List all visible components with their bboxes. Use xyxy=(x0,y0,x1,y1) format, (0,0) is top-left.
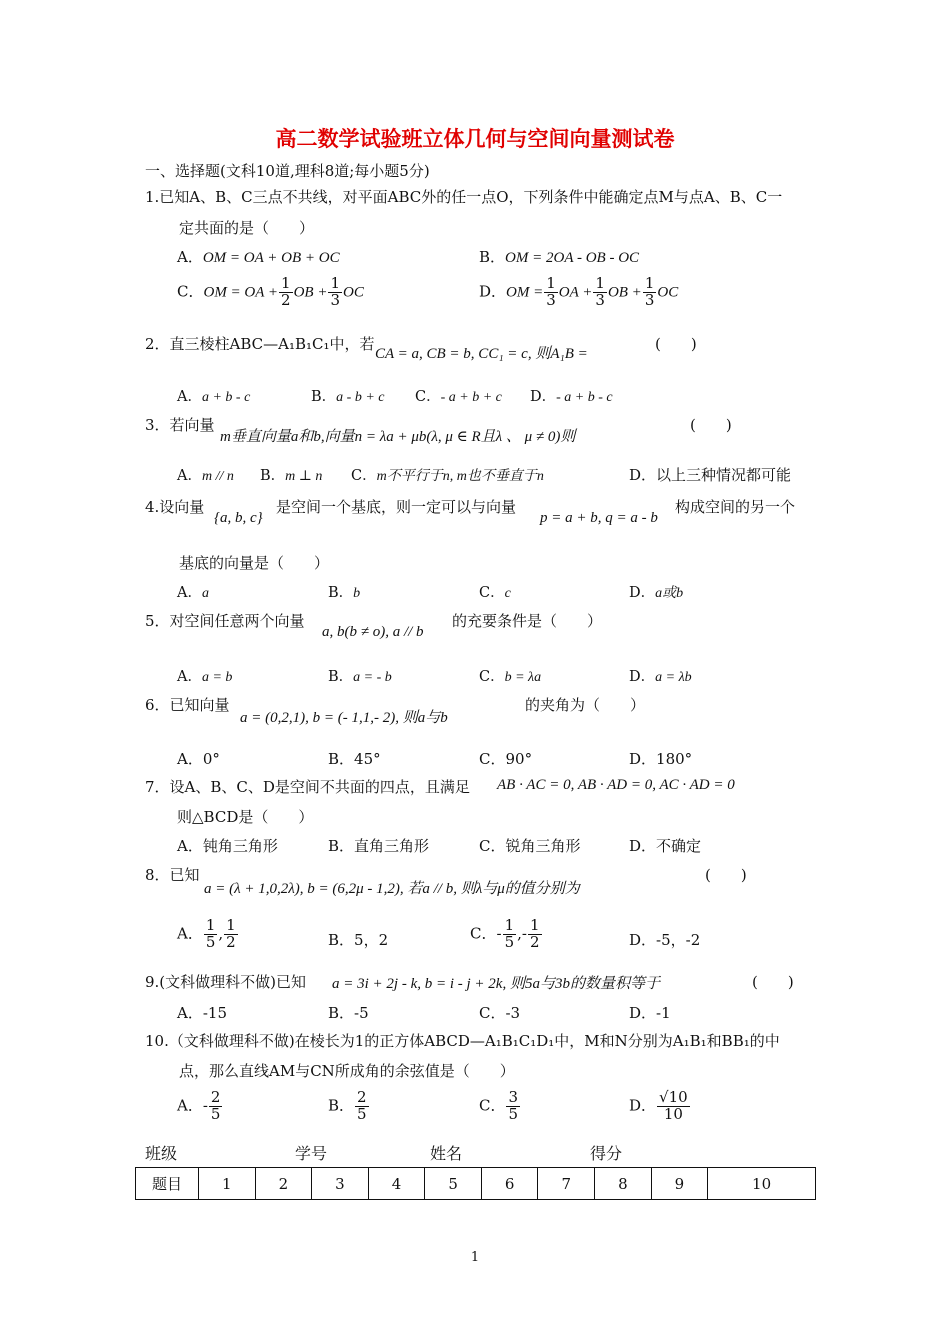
question-10-line2: 点，那么直线AM与CN所成角的余弦值是（ ） xyxy=(179,1062,515,1080)
name-label: 姓名 xyxy=(430,1144,463,1163)
question-2: 2．直三棱柱ABC—A₁B₁C₁中，若 xyxy=(145,335,375,353)
q8-option-a: A． $\frac{1}{5}$ , $\frac{1}{2}$ xyxy=(177,916,236,951)
q10-option-c: C． $\frac{3}{5}$ xyxy=(479,1088,519,1123)
q6-option-a: A．0° xyxy=(177,750,220,768)
q7-option-c: C．锐角三角形 xyxy=(479,837,581,855)
question-5-math: a, b(b ≠ o), a // b xyxy=(322,624,424,640)
q2-option-a: A．a + b - c xyxy=(177,389,251,405)
q9-option-c: C．-3 xyxy=(479,1004,521,1022)
question-4-text2: 是空间一个基底，则一定可以与向量 xyxy=(276,498,517,516)
q6-option-c: C．90° xyxy=(479,750,533,768)
q3-option-d: D．以上三种情况都可能 xyxy=(629,466,792,484)
q3-option-a: A．m // n xyxy=(177,468,234,484)
q3-option-c: C．m不平行于n, m也不垂直于n xyxy=(351,468,544,484)
question-3-paren: ( ) xyxy=(690,416,732,434)
q10-option-a: A．- $\frac{2}{5}$ xyxy=(177,1088,221,1123)
question-7-math: AB · AC = 0, AB · AD = 0, AC · AD = 0 xyxy=(497,777,735,793)
q1-option-c: C．OM = OA + $\frac{1}{2}$ OB + $\frac{1}{3}$ OC xyxy=(177,274,364,309)
q1-option-d: D．OM = $\frac{1}{3}$ OA + $\frac{1}{3}$ OB + $\frac{1}{3}$ OC xyxy=(479,274,679,309)
table-cell: 8 xyxy=(595,1168,652,1200)
question-6-text2: 的夹角为（ ） xyxy=(525,696,646,714)
question-8-math: a = (λ + 1,0,2λ), b = (6,2μ - 1,2), 若a // b, 则λ与μ的值分别为 xyxy=(204,881,580,897)
question-1-line1: 1.已知A、B、C三点不共线，对平面ABC外的任一点O，下列条件中能确定点M与点A、B、C一 xyxy=(145,188,783,206)
question-6-math: a = (0,2,1), b = (- 1,1,- 2), 则a与b xyxy=(240,710,448,726)
q9-option-a: A．-15 xyxy=(177,1004,227,1022)
q7-option-d: D．不确定 xyxy=(629,837,702,855)
q8-option-b: B．5，2 xyxy=(328,931,389,949)
question-5-text2: 的充要条件是（ ） xyxy=(452,612,603,630)
q3-option-b: B．m ⊥ n xyxy=(260,468,323,484)
q5-option-c: C．b = λa xyxy=(479,669,542,685)
q4-option-a: A．a xyxy=(177,585,209,601)
table-cell: 7 xyxy=(538,1168,595,1200)
table-cell: 3 xyxy=(312,1168,369,1200)
question-4-math2: p = a + b, q = a - b xyxy=(540,510,658,526)
q1-option-b: B．OM = 2OA - OB - OC xyxy=(479,248,640,266)
question-3-math: m垂直向量a和b,向量n = λa + μb(λ, μ ∈ R且λ 、 μ ≠ 0)则 xyxy=(220,429,576,445)
table-row xyxy=(136,1168,816,1200)
question-4-text3: 构成空间的另一个 xyxy=(675,498,796,516)
q2-option-c: C．- a + b + c xyxy=(415,389,502,405)
question-4-math1: {a, b, c} xyxy=(214,510,263,526)
q4-option-d: D．a或b xyxy=(629,585,684,601)
q7-option-b: B．直角三角形 xyxy=(328,837,430,855)
q10-option-b: B． $\frac{2}{5}$ xyxy=(328,1088,367,1123)
answer-table xyxy=(135,1167,816,1200)
table-cell: 2 xyxy=(255,1168,312,1200)
question-6-text1: 6．已知向量 xyxy=(145,696,230,714)
table-cell: 1 xyxy=(199,1168,256,1200)
table-cell: 10 xyxy=(708,1168,816,1200)
q8-option-d: D．-5，-2 xyxy=(629,931,701,949)
page-number: 1 xyxy=(470,1250,480,1265)
score-label: 得分 xyxy=(590,1144,623,1163)
question-1-line2: 定共面的是（ ） xyxy=(179,219,315,237)
question-4-line2: 基底的向量是（ ） xyxy=(179,554,330,572)
question-7-line2: 则△BCD是（ ） xyxy=(177,808,314,826)
question-8-text1: 8．已知 xyxy=(145,866,200,884)
page-title: 高二数学试验班立体几何与空间向量测试卷 xyxy=(275,127,675,151)
question-9-paren: ( ) xyxy=(752,973,794,991)
question-2-math: CA = a, CB = b, CC₁ = c, 则A₁B = xyxy=(375,346,588,362)
q2-option-d: D．- a + b - c xyxy=(530,389,613,405)
question-7-text1: 7．设A、B、C、D是空间不共面的四点，且满足 xyxy=(145,778,470,796)
student-id-label: 学号 xyxy=(295,1144,328,1163)
question-4-text1: 4.设向量 xyxy=(145,498,205,516)
table-header-cell: 题目 xyxy=(136,1168,199,1200)
q4-option-c: C．c xyxy=(479,585,511,601)
q9-option-d: D．-1 xyxy=(629,1004,671,1022)
class-label: 班级 xyxy=(145,1144,178,1163)
question-9-math: a = 3i + 2j - k, b = i - j + 2k, 则5a与3b的数量积等于 xyxy=(332,976,660,992)
section-heading: 一、选择题(文科10道,理科8道;每小题5分) xyxy=(145,162,430,180)
q6-option-b: B．45° xyxy=(328,750,381,768)
q1-option-a: A．OM = OA + OB + OC xyxy=(177,248,340,266)
q6-option-d: D．180° xyxy=(629,750,693,768)
q5-option-b: B．a = - b xyxy=(328,669,392,685)
table-cell: 4 xyxy=(368,1168,425,1200)
table-cell: 6 xyxy=(481,1168,538,1200)
question-5-text1: 5．对空间任意两个向量 xyxy=(145,612,305,630)
q5-option-a: A．a = b xyxy=(177,669,233,685)
question-10-line1: 10.（文科做理科不做)在棱长为1的正方体ABCD—A₁B₁C₁D₁中，M和N分别为A₁B₁和BB₁的中 xyxy=(145,1032,780,1050)
question-9-text1: 9.(文科做理科不做)已知 xyxy=(145,973,307,991)
q8-option-c: C．- $\frac{1}{5}$ ,- $\frac{1}{2}$ xyxy=(470,916,540,951)
question-8-paren: ( ) xyxy=(705,866,747,884)
q7-option-a: A．钝角三角形 xyxy=(177,837,278,855)
q9-option-b: B．-5 xyxy=(328,1004,369,1022)
q10-option-d: D． $\frac{√10}{10}$ xyxy=(629,1088,688,1123)
question-2-paren: ( ) xyxy=(655,335,697,353)
q5-option-d: D．a = λb xyxy=(629,669,692,685)
table-cell: 9 xyxy=(651,1168,708,1200)
q2-option-b: B．a - b + c xyxy=(311,389,385,405)
q4-option-b: B．b xyxy=(328,585,361,601)
question-3: 3．若向量 xyxy=(145,416,215,434)
table-cell: 5 xyxy=(425,1168,482,1200)
